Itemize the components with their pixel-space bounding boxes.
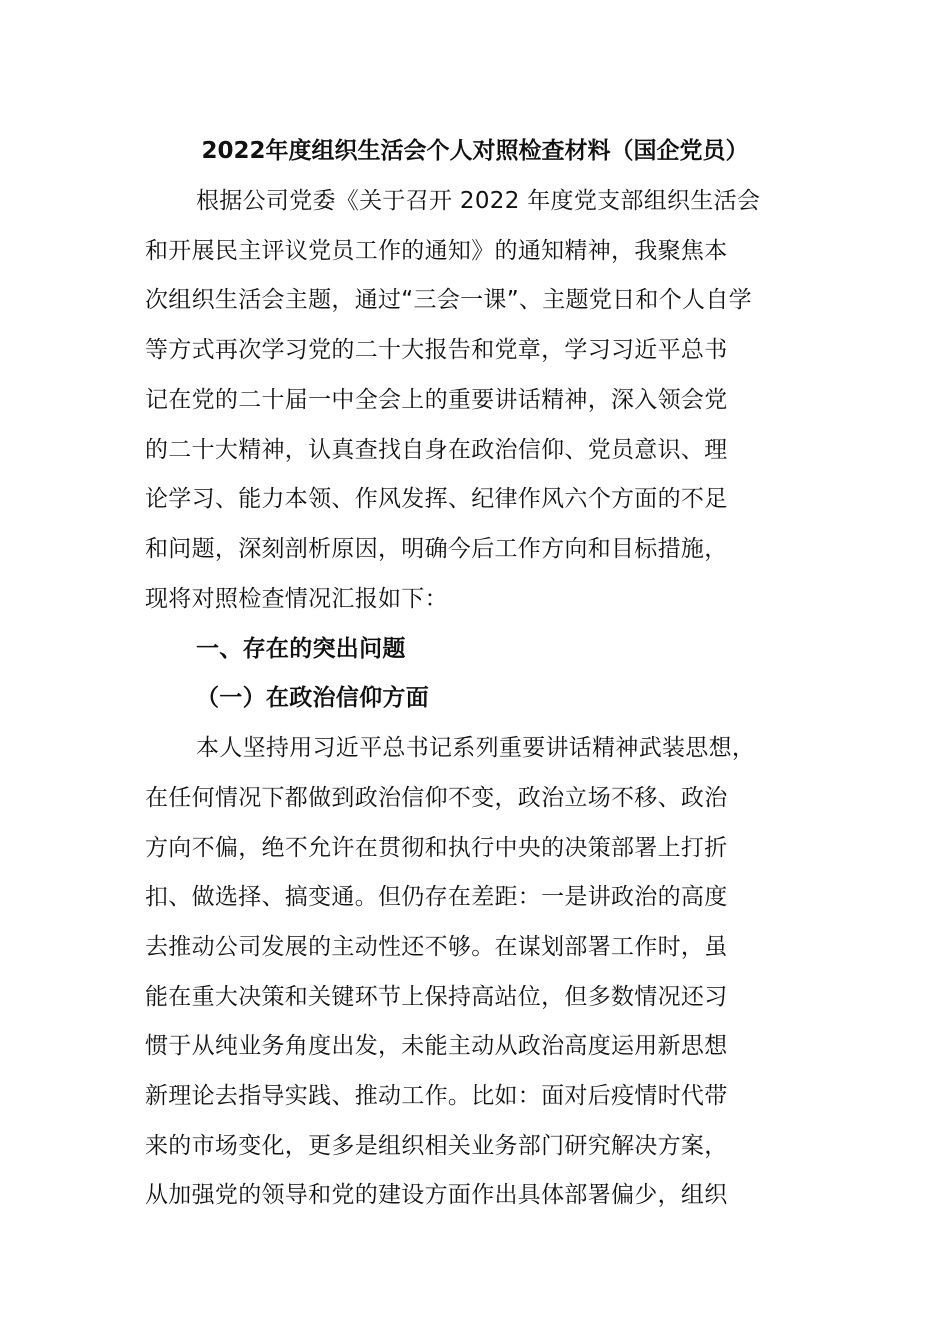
body-line: 本人坚持用习近平总书记系列重要讲话精神武装思想， (196, 735, 756, 761)
intro-line: 和问题，深刻剖析原因，明确今后工作方向和目标措施， (145, 536, 728, 562)
intro-line: 次组织生活会主题，通过“三会一课”、主题党日和个人自学 (145, 287, 752, 313)
document-title: 2022年度组织生活会个人对照检查材料（国企党员） (201, 138, 749, 164)
intro-line: 和开展民主评议党员工作的通知》的通知精神，我聚焦本 (145, 238, 728, 264)
intro-line: 根据公司党委《关于召开 2022 年度党支部组织生活会 (196, 188, 761, 214)
section-heading: 一、存在的突出问题 (196, 636, 406, 662)
body-line: 来的市场变化，更多是组织相关业务部门研究解决方案， (145, 1133, 728, 1159)
body-line: 能在重大决策和关键环节上保持高站位，但多数情况还习 (145, 984, 728, 1010)
body-line: 去推动公司发展的主动性还不够。在谋划部署工作时，虽 (145, 934, 728, 960)
body-line: 从加强党的领导和党的建设方面作出具体部署偏少，组织 (145, 1182, 728, 1208)
body-line: 方向不偏，绝不允许在贯彻和执行中央的决策部署上打折 (145, 835, 728, 861)
body-line: 在任何情况下都做到政治信仰不变，政治立场不移、政治 (145, 785, 728, 811)
body-line: 新理论去指导实践、推动工作。比如：面对后疫情时代带 (145, 1083, 728, 1109)
intro-line: 记在党的二十届一中全会上的重要讲话精神，深入领会党 (145, 387, 728, 413)
subsection-heading: （一）在政治信仰方面 (196, 685, 429, 711)
intro-line: 论学习、能力本领、作风发挥、纪律作风六个方面的不足 (145, 486, 728, 512)
intro-line: 的二十大精神，认真查找自身在政治信仰、党员意识、理 (145, 437, 728, 463)
intro-line: 等方式再次学习党的二十大报告和党章，学习习近平总书 (145, 337, 728, 363)
intro-line: 现将对照检查情况汇报如下： (145, 586, 448, 612)
body-line: 惯于从纯业务角度出发，未能主动从政治高度运用新思想 (145, 1033, 728, 1059)
body-line: 扣、做选择、搞变通。但仍存在差距：一是讲政治的高度 (145, 884, 728, 910)
